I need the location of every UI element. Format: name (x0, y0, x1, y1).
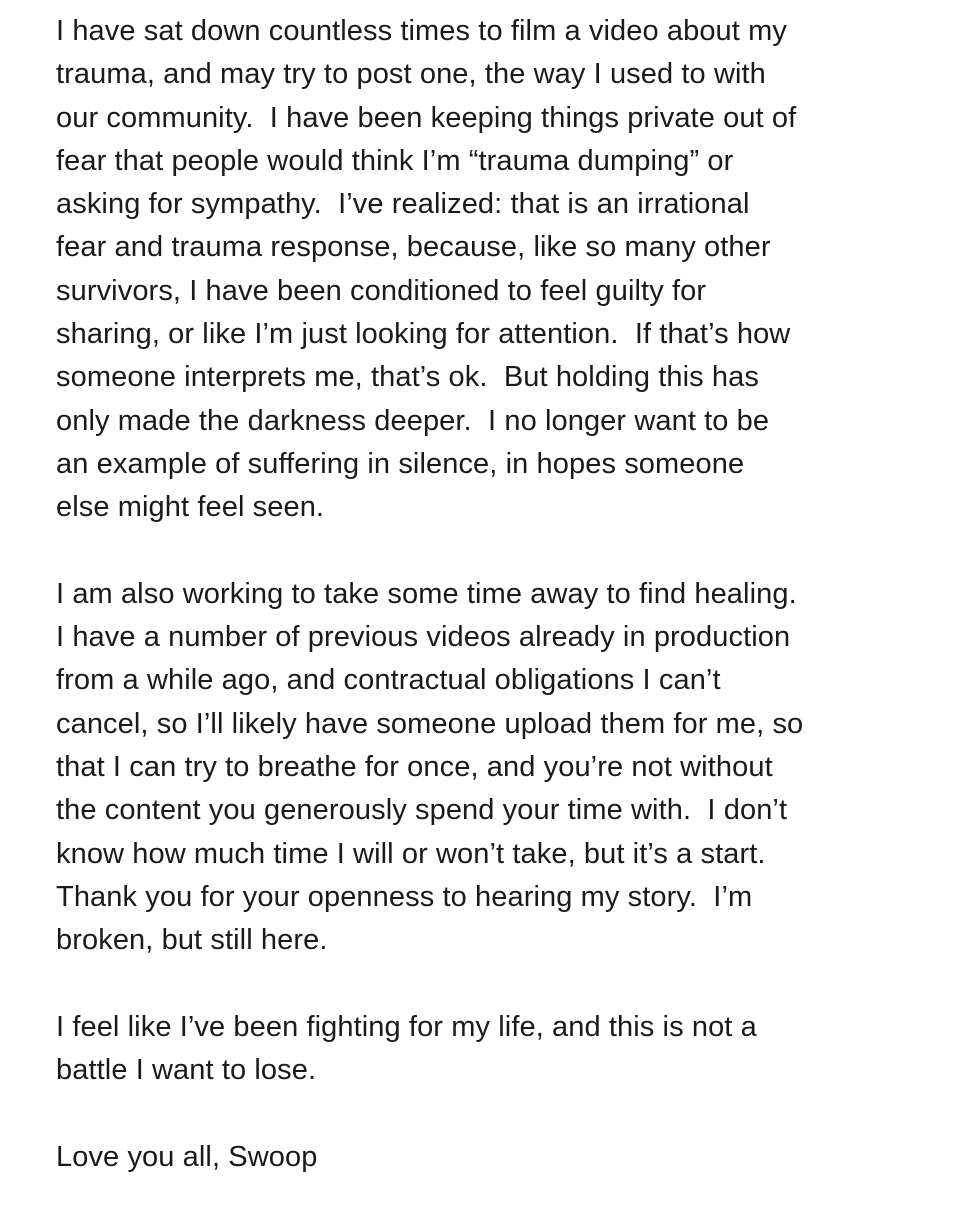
text-line: our community. I have been keeping things private out of (56, 101, 797, 134)
text-line: broken, but still here. (56, 924, 328, 957)
text-line: asking for sympathy. I’ve realized: that is an irrational (56, 188, 750, 221)
text-line: cancel, so I’ll likely have someone upload them for me, so (56, 707, 804, 740)
text-line: know how much time I will or won’t take, but it’s a start. (56, 837, 766, 870)
text-line: I have a number of previous videos already in production (56, 621, 791, 654)
text-line: fear that people would think I’m “trauma dumping” or (56, 144, 734, 177)
text-line: sharing, or like I’m just looking for attention. If that’s how (56, 318, 791, 351)
text-line: else might feel seen. (56, 491, 325, 524)
paragraph-3 (56, 1006, 936, 1093)
paragraph-2 (56, 573, 936, 963)
text-line: that I can try to breathe for once, and you’re not without (56, 751, 773, 784)
text-line: I have sat down countless times to film a video about my (56, 15, 787, 47)
text-line: from a while ago, and contractual obligations I can’t (56, 664, 721, 697)
paragraph-1 (56, 10, 936, 530)
text-line: only made the darkness deeper. I no longer want to be (56, 404, 770, 437)
sign-off-line: Love you all, Swoop (56, 1140, 318, 1173)
text-line: battle I want to lose. (56, 1054, 317, 1087)
text-line: survivors, I have been conditioned to feel guilty for (56, 274, 707, 307)
signature-paragraph (56, 1136, 936, 1179)
text-line: Thank you for your openness to hearing my story. I’m (56, 880, 753, 913)
text-line: an example of suffering in silence, in hopes someone (56, 447, 745, 480)
text-line: someone interprets me, that’s ok. But holding this has (56, 361, 759, 394)
text-line: the content you generously spend your time with. I don’t (56, 794, 788, 827)
text-line: fear and trauma response, because, like so many other (56, 231, 771, 264)
text-line: I feel like I’ve been fighting for my life, and this is not a (56, 1010, 757, 1043)
document-body (56, 10, 936, 1222)
text-line: I am also working to take some time away to find healing. (56, 577, 797, 610)
text-line: trauma, and may try to post one, the way I used to with (56, 58, 766, 91)
